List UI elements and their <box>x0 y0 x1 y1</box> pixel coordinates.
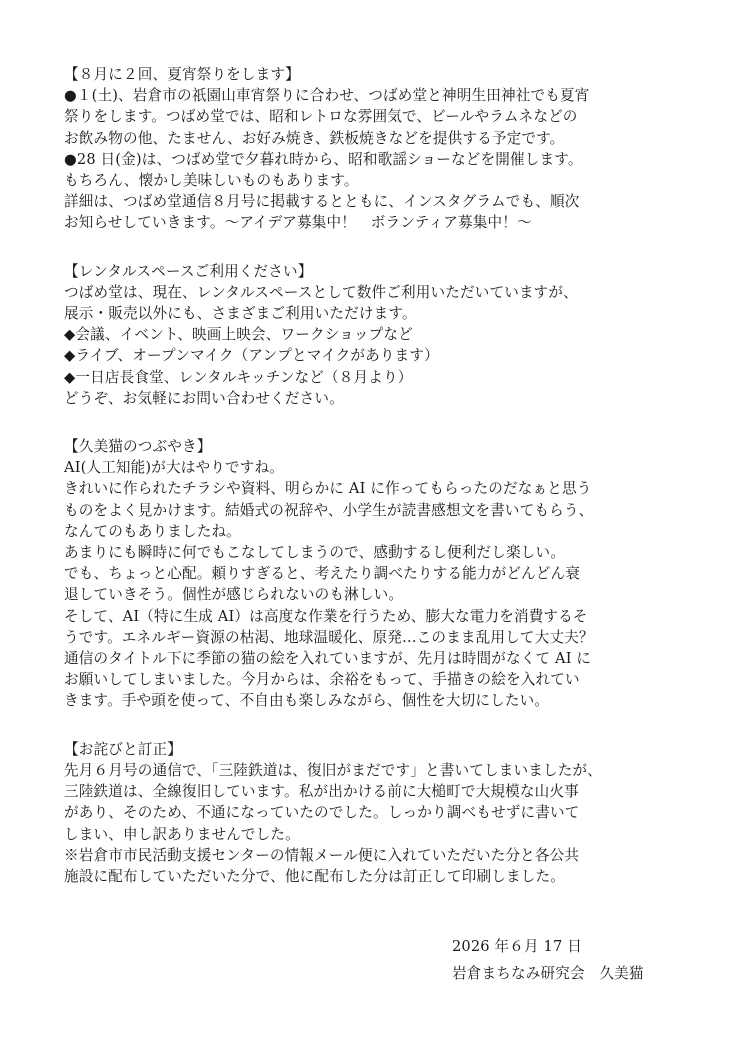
section-heading: 【８月に２回、夏宵祭りをします】 <box>64 66 300 83</box>
paragraph-line: きれいに作られたチラシや資料、明らかに AI に作ってもらったのだなぁと思う <box>64 480 592 498</box>
section-kumineko-column <box>64 436 692 712</box>
paragraph-line: ものをよく見かけます。結婚式の祝辞や、小学生が読書感想文を書いてもらう、 <box>64 501 594 519</box>
paragraph-line: ●28 日(金)は、つばめ堂で夕暮れ時から、昭和歌謡ショーなどを開催します。 <box>64 150 583 168</box>
paragraph-line: もちろん、懐かし美味しいものもあります。 <box>64 172 359 190</box>
paragraph-line: つばめ堂は、現在、レンタルスペースとして数件ご利用いただいていますが、 <box>64 283 578 301</box>
paragraph-line: があり、そのため、不通になっていたのでした。しっかり調べもせずに書いて <box>64 804 580 822</box>
section-heading: 【久美猫のつぶやき】 <box>64 438 212 456</box>
bullet-item: ◆一日店長食堂、レンタルキッチンなど（８月より） <box>64 368 413 386</box>
paragraph-line: お知らせしていきます。〜アイデア募集中！ ボランティア募集中！〜 <box>64 214 532 232</box>
signature-block <box>452 933 702 987</box>
paragraph-line: あまりにも瞬時に何でもこなしてしまうので、感動するし便利だし楽しい。 <box>64 544 565 562</box>
paragraph-line: 祭りをします。つばめ堂では、昭和レトロな雰囲気で、ビールやラムネなどの <box>64 108 578 126</box>
paragraph-line: お願いしてしまいました。今月からは、余裕をもって、手描きの絵を入れてい <box>64 671 580 689</box>
paragraph-line: なんてのもありましたね。 <box>64 522 241 540</box>
paragraph-line: 通信のタイトル下に季節の猫の絵を入れていますが、先月は時間がなくて AI に <box>64 650 592 668</box>
paragraph-line: 施設に配布していただいた分で、他に配布した分は訂正して印刷しました。 <box>64 867 565 885</box>
bullet-item: ◆ライブ、オープンマイク（アンプとマイクがあります） <box>64 347 439 365</box>
paragraph-line: どうぞ、お気軽にお問い合わせください。 <box>64 389 344 407</box>
paragraph-line: 展示・販売以外にも、さまざまご利用いただけます。 <box>64 305 417 323</box>
paragraph-line: AI(人工知能)が大はやりですね。 <box>64 459 284 477</box>
paragraph-line: ●１(土)、岩倉市の祇園山車宵祭りに合わせ、つばめ堂と神明生田神社でも夏宵 <box>64 87 590 105</box>
paragraph-line: 退していきそう。個性が感じられないのも淋しい。 <box>64 586 404 604</box>
paragraph-line: ※岩倉市市民活動支援センターの情報メール便に入れていただいた分と各公共 <box>64 846 580 864</box>
section-heading: 【レンタルスペースご利用ください】 <box>64 262 313 280</box>
paragraph-line: きます。手や頭を使って、不自由も楽しみながら、個性を大切にしたい。 <box>64 692 550 710</box>
paragraph-line: 詳細は、つばめ堂通信８月号に掲載するとともに、インスタグラムでも、順次 <box>64 193 580 211</box>
bullet-item: ◆会議、イベント、映画上映会、ワークショップなど <box>64 326 413 344</box>
paragraph-line: うです。エネルギー資源の枯渇、地球温暖化、原発…このまま乱用して大丈夫？ <box>64 628 594 646</box>
paragraph-line: しまい、申し訳ありませんでした。 <box>64 825 300 843</box>
section-summer-festival <box>64 64 692 234</box>
paragraph-line: お飲み物の他、たません、お好み焼き、鉄板焼きなどを提供する予定です。 <box>64 129 565 147</box>
document-page <box>64 64 692 914</box>
signature-date: 2026 年６月 17 日 <box>452 938 582 955</box>
section-rental-space <box>64 261 692 409</box>
signature-author: 岩倉まちなみ研究会 久美猫 <box>452 965 644 982</box>
paragraph-line: 三陸鉄道は、全線復旧しています。私が出かける前に大槌町で大規模な山火事 <box>64 783 579 801</box>
section-heading: 【お詫びと訂正】 <box>64 740 182 758</box>
paragraph-line: でも、ちょっと心配。頼りすぎると、考えたり調べたりする能力がどんどん衰 <box>64 565 581 583</box>
section-apology-correction <box>64 739 692 887</box>
paragraph-line: 先月６月号の通信で、「三陸鉄道は、復旧がまだです」と書いてしまいましたが、 <box>64 761 602 779</box>
paragraph-line: そして、AI（特に生成 AI）は高度な作業を行うため、膨大な電力を消費するそ <box>64 607 588 625</box>
